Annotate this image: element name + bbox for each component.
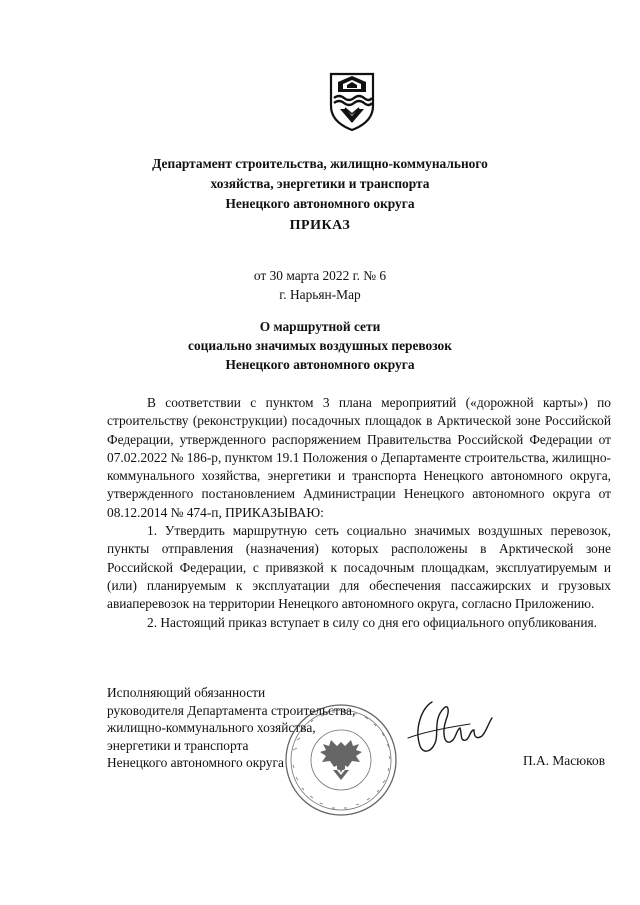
position-line: Исполняющий обязанности — [107, 685, 266, 700]
document-type-title: ПРИКАЗ — [289, 218, 351, 233]
subject-line: О маршрутной сети — [259, 319, 381, 334]
position-line: жилищно-коммунального хозяйства, — [107, 720, 316, 736]
document-date-number: от 30 марта 2022 г. № 6 — [253, 268, 387, 283]
subject-line: Ненецкого автономного округа — [225, 357, 415, 372]
subject-line: социально значимых воздушных перевозок — [188, 338, 452, 353]
document-body — [107, 394, 611, 632]
preamble-paragraph: В соответствии с пунктом 3 плана мероприятий («дорожной карты») по строительству (реконструкции) посадочных площадок в Арктической зоне Российской Федерации, утвержденного распоряжением Правительства Российской Федерации от 07.02.2022 № 186-р, пунктом 19.1 Положения о Департаменте строительства, жилищно-коммунального хозяйства, энергетики и транспорта Ненецкого автономного округа, утвержденного постановлением Администрации Ненецкого автономного округа от 08.12.2014 № 474-п, ПРИКАЗЫВАЮ: — [107, 395, 612, 520]
department-line: хозяйства, энергетики и транспорта — [210, 176, 430, 191]
department-line: Ненецкого автономного округа — [225, 196, 415, 211]
signatory-position — [107, 684, 355, 772]
coat-of-arms-icon — [327, 70, 377, 132]
position-line: руководителя Департамента строительства, — [107, 702, 356, 718]
date-place-block — [0, 266, 640, 304]
signatory-name: П.А. Масюков — [523, 753, 606, 768]
department-header — [0, 154, 640, 214]
document-place: г. Нарьян-Мар — [279, 287, 361, 302]
position-line: энергетики и транспорта — [107, 737, 249, 753]
signature-icon — [404, 694, 496, 762]
order-item-1: 1. Утвердить маршрутную сеть социально значимых воздушных перевозок, пункты отправления (назначения) которых расположены в Арктической зоне Российской Федерации, с привязкой к посадочным площадкам, эксплуатируемым и (или) планируемым к эксплуатации для обеспечения пассажирских и грузовых авиаперевозок на территории Ненецкого автономного округа, согласно Приложению. — [107, 523, 611, 612]
position-line: Ненецкого автономного округа — [107, 755, 284, 771]
document-subject — [0, 317, 640, 374]
department-line: Департамент строительства, жилищно-коммунального — [152, 156, 488, 171]
order-item-2: 2. Настоящий приказ вступает в силу со дня его официального опубликования. — [147, 614, 597, 630]
